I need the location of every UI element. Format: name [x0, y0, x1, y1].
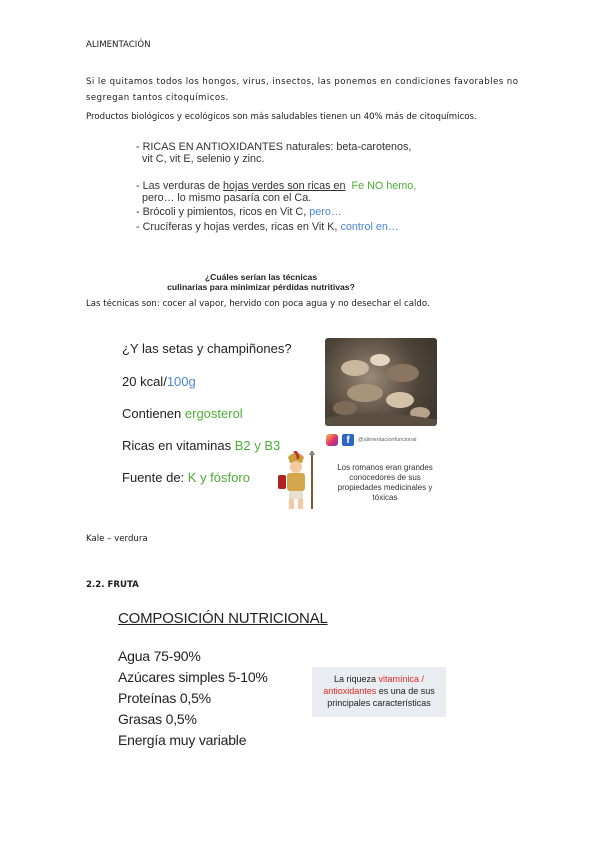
- callout-prefix: La riqueza: [333, 674, 379, 684]
- bullet-4-text: Crucíferas y hojas verdes, ricas en Vit K,: [142, 221, 341, 233]
- mushrooms-photo: [325, 338, 437, 426]
- paragraph-hongos: Si le quitamos todos los hongos, virus, insectos, las ponemos en condiciones favorables no segregan tantos citoquímicos.: [86, 77, 519, 103]
- bullet-2-line2: pero… lo mismo pasaría con el Ca.: [142, 192, 312, 204]
- bullet-mark: -: [136, 221, 143, 233]
- social-handle: @alimentacionfuncional: [358, 436, 417, 443]
- page-heading: ALIMENTACIÓN: [86, 40, 151, 50]
- slide-vitaminas: [122, 438, 280, 453]
- roman-soldier-icon: [268, 451, 324, 511]
- bullet-2-prefix: Las verduras de: [142, 180, 224, 192]
- bullet-3-text: Brócoli y pimientos, ricos en Vit C,: [142, 206, 310, 218]
- bullet-mark: -: [136, 180, 143, 192]
- callout-red-1: vitamínica /: [378, 674, 425, 684]
- slide-ergosterol: [122, 406, 243, 421]
- composition-title: COMPOSICIÓN NUTRICIONAL: [118, 610, 328, 627]
- bullet-verduras: [136, 180, 416, 204]
- facebook-icon[interactable]: f: [342, 434, 354, 446]
- paragraph-tecnicas: Las técnicas son: cocer al vapor, hervido con poca agua y no desechar el caldo.: [86, 299, 430, 309]
- composition-item: Grasas 0,5%: [118, 711, 197, 727]
- social-row: [326, 431, 416, 449]
- mushrooms-illustration: [325, 338, 437, 426]
- src-prefix: Fuente de:: [122, 470, 188, 485]
- vitamin-callout-text: [312, 673, 446, 709]
- bullet-4-blue: control en…: [340, 221, 399, 233]
- composition-item: Azúcares simples 5-10%: [118, 669, 268, 685]
- bullet-mark: -: [136, 141, 143, 153]
- question-line1: ¿Cuáles serían las técnicas: [204, 272, 318, 282]
- paragraph-biologicos: Productos biológicos y ecológicos son más saludables tienen un 40% más de citoquímicos.: [86, 112, 477, 122]
- bullet-antioxidantes: [136, 141, 411, 165]
- callout-suffix-1: es una de sus: [376, 686, 435, 696]
- question-line2: culinarias para minimizar pérdidas nutritivas?: [167, 282, 355, 292]
- slide-fuente: [122, 470, 250, 485]
- composition-item: Agua 75-90%: [118, 648, 201, 664]
- ergo-value: ergosterol: [184, 406, 243, 421]
- bullet-3-blue: pero…: [309, 206, 342, 218]
- kcal-value: 100g: [166, 374, 196, 389]
- bullet-2-underlined: hojas verdes son ricas en: [223, 180, 346, 192]
- vit-value: B2 y B3: [234, 438, 281, 453]
- romans-caption: Los romanos eran grandes conocedores de sus propiedades medicinales y tóxicas: [337, 463, 433, 502]
- composition-item: Proteínas 0,5%: [118, 690, 211, 706]
- roman-figure-illustration: [268, 451, 324, 511]
- kcal-prefix: 20 kcal/: [122, 374, 167, 389]
- kale-note: Kale – verdura: [86, 534, 148, 544]
- src-value: K y fósforo: [187, 470, 250, 485]
- bullet-1-line2: vit C, vit E, selenio y zinc.: [142, 153, 265, 165]
- ergo-prefix: Contienen: [122, 406, 185, 421]
- slide-question: ¿Y las setas y champiñones?: [122, 341, 292, 356]
- bullet-2-green: Fe NO hemo,: [351, 180, 417, 192]
- callout-red-2: antioxidantes: [323, 686, 377, 696]
- vit-prefix: Ricas en vitaminas: [122, 438, 235, 453]
- callout-suffix-2: principales características: [327, 698, 431, 708]
- section-heading-fruta: 2.2. FRUTA: [86, 580, 139, 590]
- bullet-1-line1: RICAS EN ANTIOXIDANTES naturales: beta-carotenos,: [142, 141, 412, 153]
- composition-item: Energía muy variable: [118, 732, 247, 748]
- bullet-brocoli: [136, 206, 342, 218]
- slide-kcal: [122, 374, 196, 389]
- question-tecnicas: [136, 272, 386, 292]
- instagram-icon[interactable]: [326, 434, 338, 446]
- bullet-mark: -: [136, 206, 143, 218]
- bullet-cruciferas: [136, 221, 399, 233]
